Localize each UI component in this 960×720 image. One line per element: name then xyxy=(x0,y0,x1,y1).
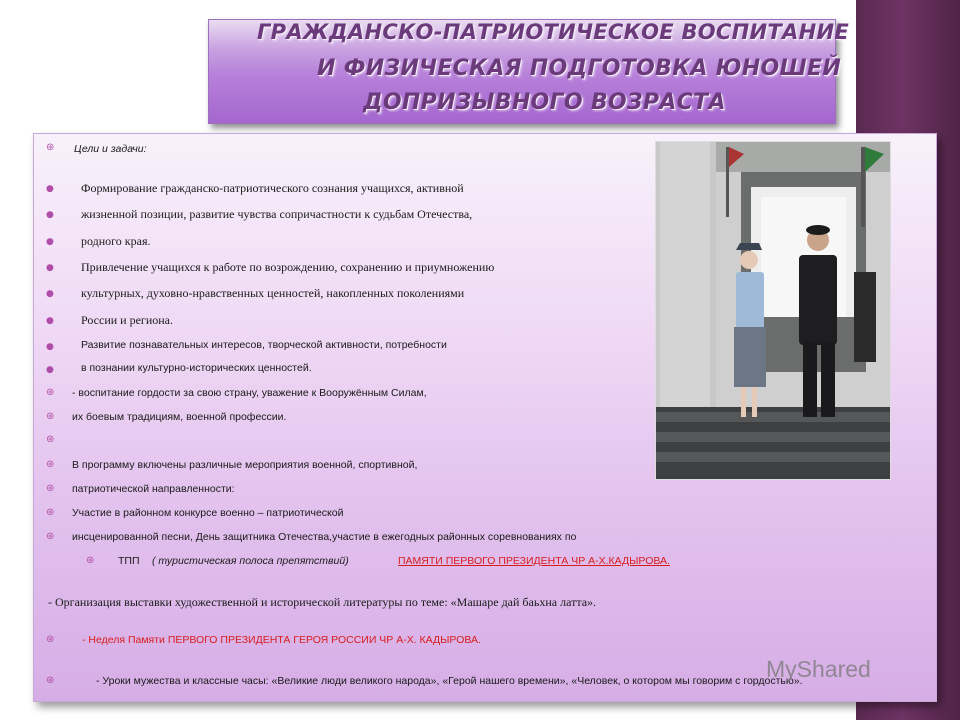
bullet-circle-icon: ⊛ xyxy=(46,634,55,645)
program-line: Участие в районном конкурсе военно – патриотической xyxy=(72,507,344,519)
program-line: В программу включены различные мероприятия военной, спортивной, xyxy=(72,459,418,471)
watermark-logo: MyShared xyxy=(766,656,871,682)
goal-line: родного края. xyxy=(81,234,151,248)
tpp-description: ( туристическая полоса препятствий) xyxy=(152,555,349,567)
exhibition-line: - Организация выставки художественной и исторической литературы по теме: «Машаре дай баьхна латта». xyxy=(48,595,597,609)
title-line-3: ДОПРИЗЫВНОГО ВОЗРАСТА xyxy=(363,90,726,115)
bullet-circle-icon: ⊛ xyxy=(46,675,55,686)
goal-line: их боевым традициям, военной профессии. xyxy=(72,411,287,423)
goal-line: Развитие познавательных интересов, творческой активности, потребности xyxy=(81,339,447,351)
tpp-label: ТПП xyxy=(118,555,140,567)
bullet-circle-icon: ⊛ xyxy=(46,411,55,422)
bullet-dot-icon: ● xyxy=(46,237,54,247)
memory-week-line: - Неделя Памяти ПЕРВОГО ПРЕЗИДЕНТА ГЕРОЯ РОССИИ ЧР А-Х. КАДЫРОВА. xyxy=(82,634,481,646)
kadyrov-memory-link[interactable]: ПАМЯТИ ПЕРВОГО ПРЕЗИДЕНТА ЧР А-Х.КАДЫРОВА. xyxy=(398,555,670,567)
bullet-circle-icon: ⊛ xyxy=(46,507,55,518)
program-line: патриотической направленности: xyxy=(72,483,235,495)
bullet-circle-icon: ⊛ xyxy=(46,483,55,494)
bullet-dot-icon: ● xyxy=(46,342,54,352)
bullet-dot-icon: ● xyxy=(46,365,54,375)
goals-heading: Цели и задачи: xyxy=(74,143,147,155)
goal-line: - воспитание гордости за свою страну, уважение к Вооружённым Силам, xyxy=(72,387,427,399)
title-line-2: И ФИЗИЧЕСКАЯ ПОДГОТОВКА ЮНОШЕЙ xyxy=(317,56,842,81)
title-line-1: ГРАЖДАНСКО-ПАТРИОТИЧЕСКОЕ ВОСПИТАНИЕ xyxy=(257,20,849,44)
slide-title-box xyxy=(208,19,849,124)
goal-line: культурных, духовно-нравственных ценностей, накопленных поколениями xyxy=(81,286,465,300)
bullet-dot-icon: ● xyxy=(46,263,54,273)
students-photo xyxy=(655,141,891,480)
bullet-dot-icon: ● xyxy=(46,210,54,220)
bullet-circle-icon: ⊛ xyxy=(46,142,55,153)
goal-line: Привлечение учащихся к работе по возрождению, сохранению и приумножению xyxy=(81,260,495,274)
bullet-circle-icon: ⊛ xyxy=(46,434,55,445)
bullet-circle-icon: ⊛ xyxy=(46,387,55,398)
program-line: инсценированной песни, День защитника Отечества,участие в ежегодных районных соревнованиях по xyxy=(72,531,577,543)
goal-line: в познании культурно-исторических ценностей. xyxy=(81,362,312,374)
goal-line: жизненной позиции, развитие чувства сопричастности к судьбам Отечества, xyxy=(81,207,473,221)
courage-lessons-line: - Уроки мужества и классные часы: «Великие люди великого народа», «Герой нашего времени», «Человек, о котором мы говорим с гордостью». xyxy=(96,675,803,687)
bullet-dot-icon: ● xyxy=(46,289,54,299)
bullet-circle-icon: ⊛ xyxy=(46,531,55,542)
bullet-circle-icon: ⊛ xyxy=(86,555,95,566)
goal-line: России и региона. xyxy=(81,313,174,327)
bullet-circle-icon: ⊛ xyxy=(46,459,55,470)
bullet-dot-icon: ● xyxy=(46,316,54,326)
goal-line: Формирование гражданско-патриотического сознания учащихся, активной xyxy=(81,181,464,195)
bullet-dot-icon: ● xyxy=(46,184,54,194)
